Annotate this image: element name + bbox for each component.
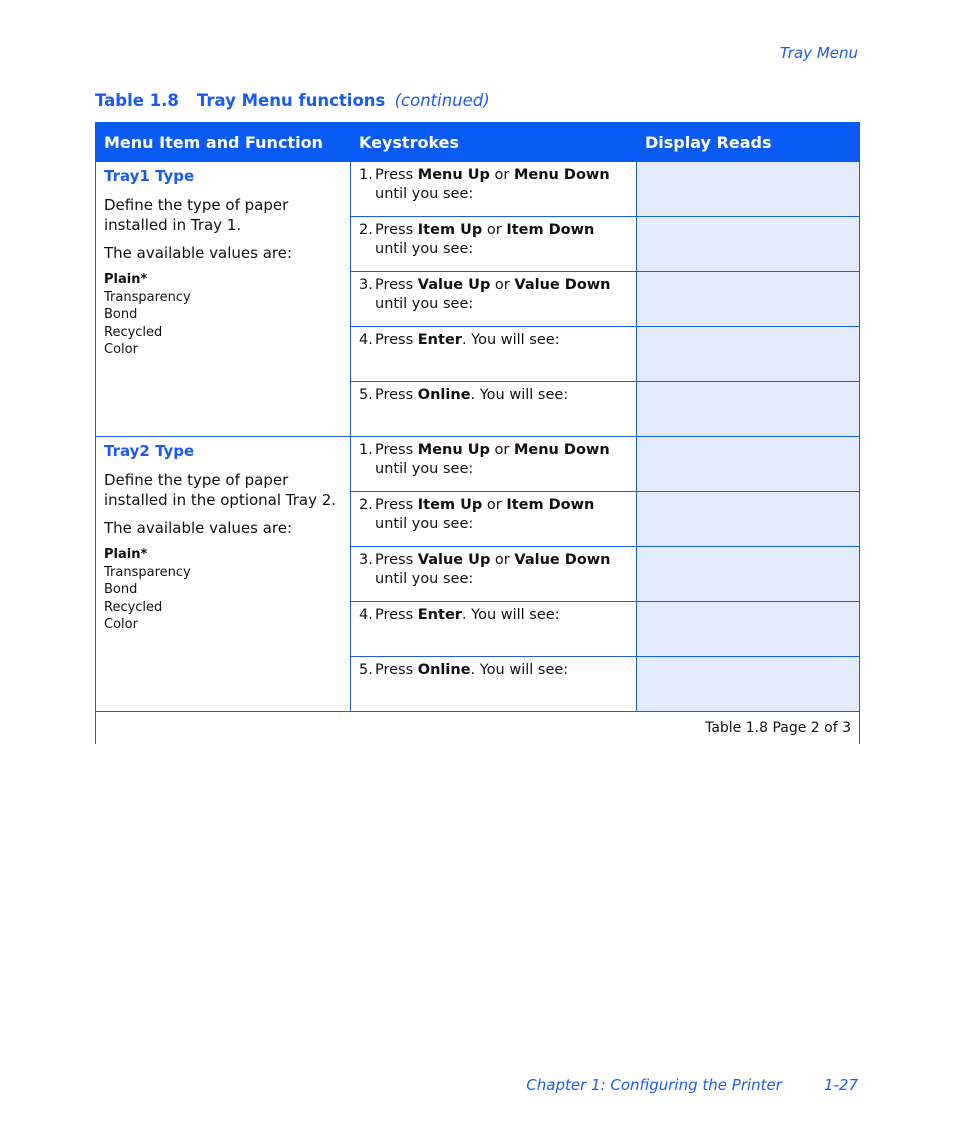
keystroke-cell (351, 327, 637, 382)
step-text (375, 331, 560, 350)
value-option: Color (104, 342, 138, 357)
table-title: Tray Menu functions (196, 91, 386, 110)
step-text (375, 606, 560, 625)
step-text (375, 221, 628, 259)
step-pre: Press (375, 497, 418, 513)
step-number: 4. (359, 332, 373, 348)
step-pre: Press (375, 222, 418, 238)
keystroke-cell (351, 602, 637, 657)
step-text (375, 441, 628, 479)
step-mid: or (490, 277, 515, 293)
keystroke-cell (351, 162, 637, 217)
table-header-row (96, 123, 860, 162)
step-number: 5. (359, 662, 373, 678)
value-option: Bond (104, 582, 138, 597)
step-post: . You will see: (461, 332, 560, 348)
key-name-alt: Menu Down (513, 442, 610, 458)
table-footer-row (96, 712, 860, 745)
value-list (104, 546, 342, 634)
key-name-alt: Item Down (506, 222, 595, 238)
step-pre: Press (375, 662, 418, 678)
keystroke-cell (351, 547, 637, 602)
keystroke-step (359, 276, 628, 314)
menu-item-description: Define the type of paper installed in Tray 1. (104, 196, 289, 234)
step-post: until you see: (375, 241, 474, 257)
step-mid: or (482, 497, 507, 513)
keystroke-cell (351, 382, 637, 437)
step-pre: Press (375, 442, 418, 458)
table-page-indicator: Table 1.8 Page 2 of 3 (96, 712, 860, 745)
key-name: Value Up (417, 552, 491, 568)
step-post: until you see: (375, 571, 474, 587)
menu-item-title: Tray1 Type (104, 167, 195, 185)
step-number: 3. (359, 552, 373, 568)
step-pre: Press (375, 167, 418, 183)
key-name: Menu Up (417, 167, 490, 183)
step-number: 4. (359, 607, 373, 623)
step-number: 2. (359, 497, 373, 513)
step-text (375, 386, 568, 405)
display-reads-cell (637, 217, 860, 272)
key-name: Enter (417, 607, 462, 623)
keystroke-cell (351, 437, 637, 492)
value-option: Plain* (104, 547, 148, 562)
step-number: 2. (359, 222, 373, 238)
step-post: until you see: (375, 296, 474, 312)
display-reads-cell (637, 492, 860, 547)
page-number: 1-27 (823, 1076, 858, 1094)
step-number: 3. (359, 277, 373, 293)
value-list (104, 271, 342, 359)
keystroke-step (359, 386, 628, 405)
table-continued: (continued) (394, 91, 490, 110)
key-name-alt: Value Down (514, 277, 611, 293)
step-number: 5. (359, 387, 373, 403)
step-mid: or (489, 167, 514, 183)
keystroke-step (359, 606, 628, 625)
table-number: Table 1.8 (95, 91, 179, 110)
value-option: Transparency (104, 564, 191, 580)
step-post: . You will see: (470, 387, 569, 403)
value-option: Color (104, 617, 138, 632)
table-row (96, 162, 860, 217)
step-post: until you see: (375, 516, 474, 532)
key-name: Enter (417, 332, 462, 348)
display-reads-cell (637, 547, 860, 602)
step-text (375, 661, 568, 680)
step-pre: Press (375, 277, 418, 293)
key-name: Menu Up (417, 442, 490, 458)
column-header-menu-item: Menu Item and Function (96, 123, 351, 162)
step-post: until you see: (375, 186, 474, 202)
value-option: Recycled (104, 324, 163, 340)
step-pre: Press (375, 387, 418, 403)
chapter-title: Chapter 1: Configuring the Printer (526, 1076, 782, 1094)
display-reads-cell (637, 327, 860, 382)
step-mid: or (482, 222, 507, 238)
keystroke-step (359, 551, 628, 589)
step-pre: Press (375, 607, 418, 623)
key-name: Item Up (417, 497, 483, 513)
key-name: Online (417, 387, 471, 403)
step-pre: Press (375, 332, 418, 348)
display-reads-cell (637, 602, 860, 657)
available-values-label: The available values are: (104, 519, 293, 537)
key-name-alt: Value Down (514, 552, 611, 568)
keystroke-cell (351, 272, 637, 327)
menu-item-cell (96, 162, 351, 437)
key-name-alt: Menu Down (513, 167, 610, 183)
key-name: Item Up (417, 222, 483, 238)
available-values-label: The available values are: (104, 244, 293, 262)
key-name-alt: Item Down (506, 497, 595, 513)
step-post: . You will see: (461, 607, 560, 623)
value-option: Transparency (104, 289, 191, 305)
step-number: 1. (359, 167, 373, 183)
step-text (375, 496, 628, 534)
keystroke-cell (351, 217, 637, 272)
value-option: Plain* (104, 272, 148, 287)
page-footer (526, 1076, 858, 1094)
keystroke-cell (351, 492, 637, 547)
step-post: until you see: (375, 461, 474, 477)
display-reads-cell (637, 657, 860, 712)
menu-item-title: Tray2 Type (104, 442, 195, 460)
step-mid: or (490, 552, 515, 568)
step-pre: Press (375, 552, 418, 568)
keystroke-cell (351, 657, 637, 712)
keystroke-step (359, 496, 628, 534)
display-reads-cell (637, 272, 860, 327)
step-mid: or (489, 442, 514, 458)
menu-item-cell (96, 437, 351, 712)
step-post: . You will see: (470, 662, 569, 678)
table-row (96, 437, 860, 492)
column-header-keystrokes: Keystrokes (351, 123, 637, 162)
display-reads-cell (637, 382, 860, 437)
column-header-display-reads: Display Reads (637, 123, 860, 162)
display-reads-cell (637, 162, 860, 217)
step-text (375, 166, 628, 204)
display-reads-cell (637, 437, 860, 492)
table-caption (95, 91, 490, 110)
value-option: Bond (104, 307, 138, 322)
step-text (375, 276, 628, 314)
keystroke-step (359, 331, 628, 350)
keystroke-step (359, 661, 628, 680)
tray-menu-table (95, 122, 860, 744)
running-header: Tray Menu (779, 44, 858, 62)
keystroke-step (359, 441, 628, 479)
key-name: Online (417, 662, 471, 678)
menu-item-description: Define the type of paper installed in the optional Tray 2. (104, 471, 337, 509)
keystroke-step (359, 221, 628, 259)
key-name: Value Up (417, 277, 491, 293)
step-number: 1. (359, 442, 373, 458)
step-text (375, 551, 628, 589)
keystroke-step (359, 166, 628, 204)
value-option: Recycled (104, 599, 163, 615)
